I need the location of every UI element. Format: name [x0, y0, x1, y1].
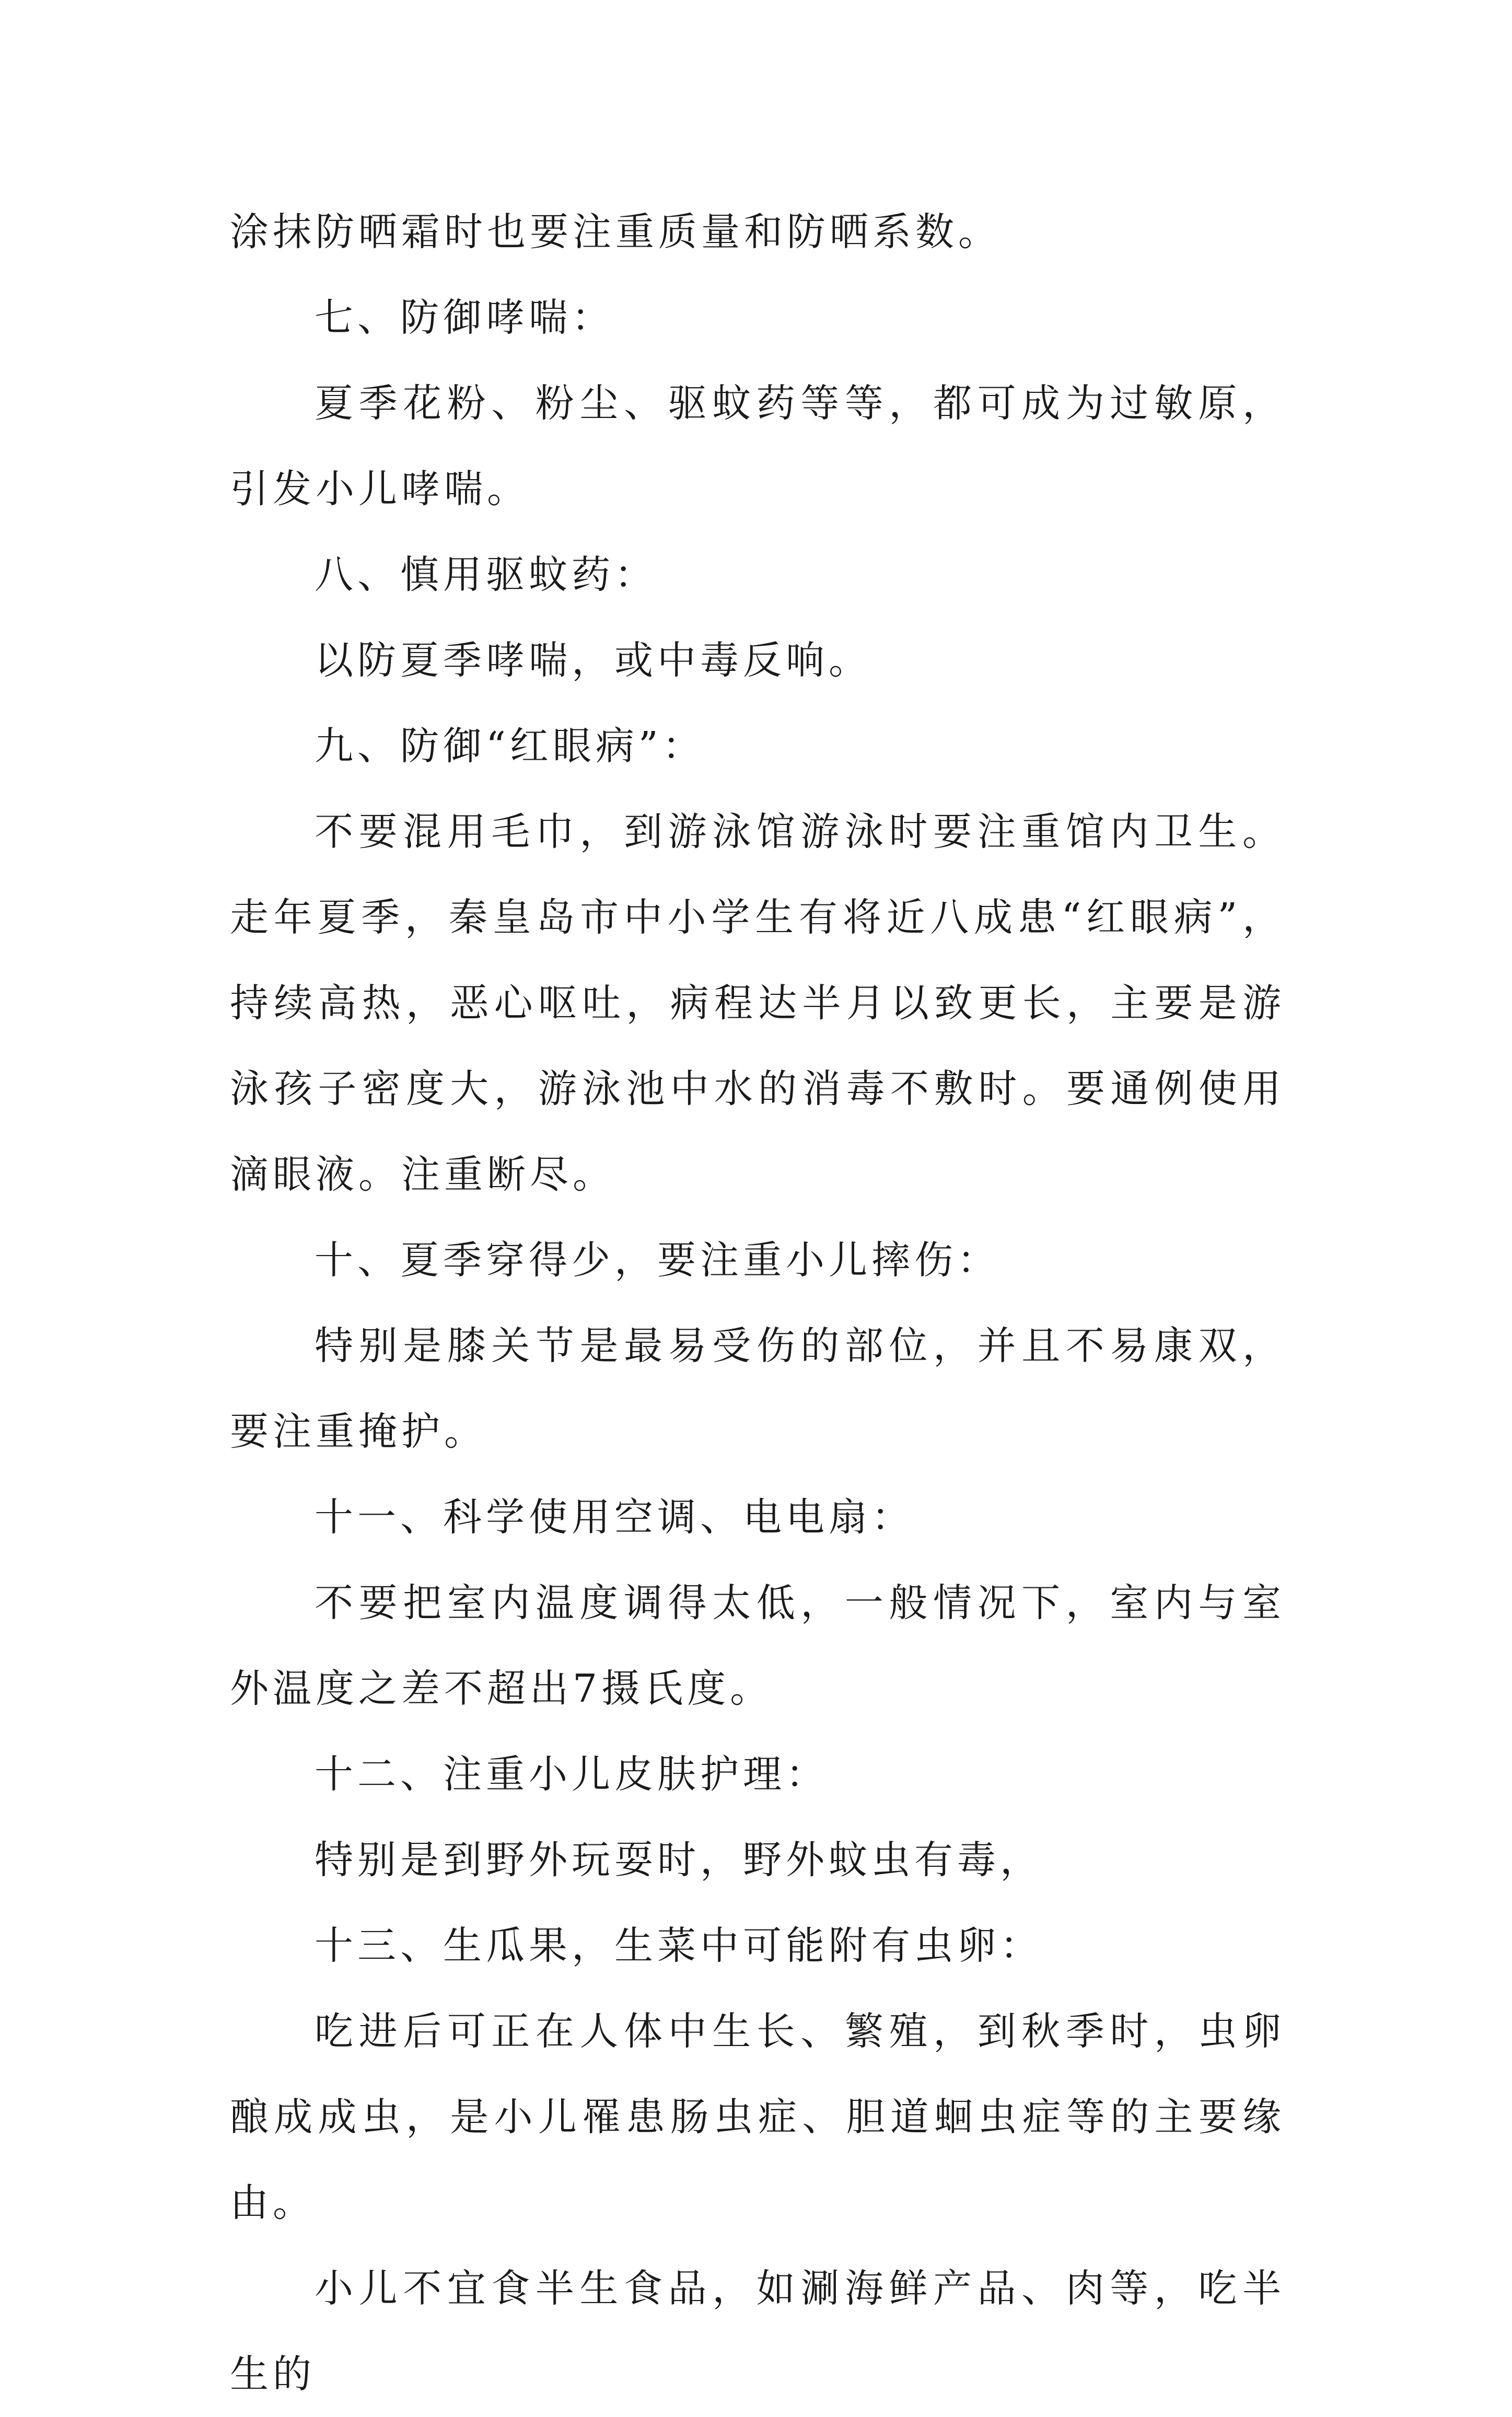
- paragraph-raw-food: 吃进后可正在人体中生长、繁殖，到秋季时，虫卵酿成成虫，是小儿罹患肠虫症、胆道蛔虫症等的主要缘由。: [230, 2009, 1285, 2225]
- paragraph-1: 涂抹防晒霜时也要注重质量和防晒系数。: [230, 210, 1001, 254]
- paragraph-asthma: 夏季花粉、粉尘、驱蚊药等等，都可成为过敏原，引发小儿哮喘。: [230, 381, 1285, 512]
- paragraph-repellent: 以防夏季哮喘，或中毒反响。: [315, 638, 871, 683]
- paragraph-skin: 特别是到野外玩耍时，野外蚊虫有毒，: [315, 1838, 1043, 1883]
- heading-13-raw-food: 十三、生瓜果，生菜中可能附有虫卵：: [315, 1923, 1043, 1968]
- paragraph-half-raw: 小儿不宜食半生食品，如涮海鲜产品、肉等，吃半生的: [230, 2266, 1285, 2397]
- heading-10-falls: 十、夏季穿得少，要注重小儿摔伤：: [315, 1238, 1000, 1283]
- document-body: [230, 189, 1285, 2417]
- heading-8-repellent: 八、慎用驱蚊药：: [315, 552, 657, 597]
- heading-12-skin: 十二、注重小儿皮肤护理：: [315, 1752, 829, 1797]
- heading-11-aircon: 十一、科学使用空调、电电扇：: [315, 1495, 914, 1540]
- paragraph-aircon: 不要把室内温度调得太低，一般情况下，室内与室外温度之差不超出7摄氏度。: [230, 1581, 1285, 1711]
- heading-7-asthma: 七、防御哮喘：: [315, 295, 614, 340]
- paragraph-pinkeye: 不要混用毛巾，到游泳馆游泳时要注重馆内卫生。走年夏季，秦皇岛市中小学生有将近八成患“红眼病”，持续高热，恶心呕吐，病程达半月以致更长，主要是游泳孩子密度大，游泳池中水的消毒不敷时。要通例使用滴眼液。注重断尽。: [230, 809, 1285, 1197]
- heading-9-pinkeye: 九、防御“红眼病”：: [315, 724, 705, 769]
- paragraph-falls: 特别是膝关节是最易受伤的部位，并且不易康双，要注重掩护。: [230, 1323, 1285, 1454]
